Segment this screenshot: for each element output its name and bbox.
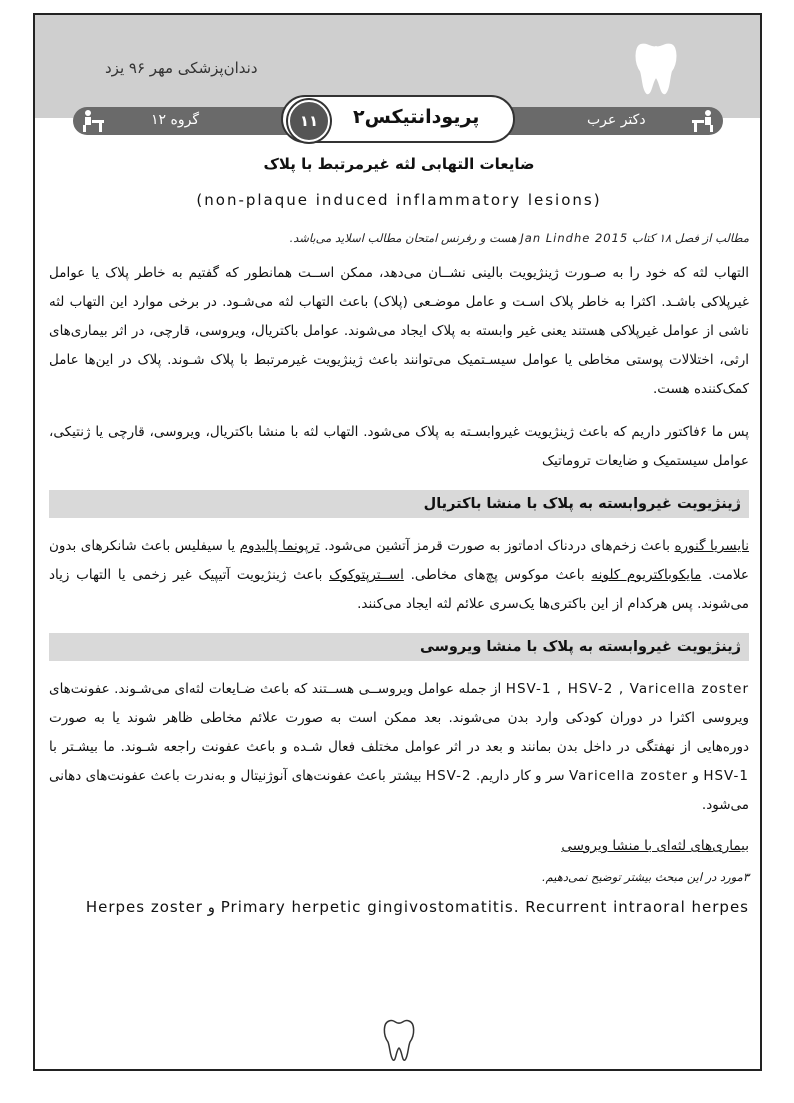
section-heading-bacterial: ژینژیویت غیروابسته به پلاک با منشا باکتریال — [49, 490, 749, 518]
person-desk-icon — [79, 108, 105, 134]
reference-note: مطالب از فصل ۱۸ کتاب Jan Lindhe 2015 هست و رفرنس امتحان مطالب اسلاید می‌باشد. — [289, 231, 749, 245]
page-number-badge: ۱۱ — [288, 100, 330, 142]
factors-paragraph: پس ما ۶فاکتور داریم که باعث ژینژیویت غیروابسـته به پلاک می‌شود. التهاب لثه با منشا باکتریال، ویروسی، قارچی یا ژنتیکی، عوامل سیستمیک و ضایعات تروماتیک — [49, 424, 749, 469]
virus-hsv1: HSV-1 — [703, 768, 749, 784]
page-frame — [33, 13, 762, 1071]
term-mycobacterium: مایکوباکتریوم کلونه — [591, 567, 702, 583]
term-neisseria: نایسریا گنوره — [674, 538, 749, 554]
disease-primary-herpetic: Primary herpetic gingivostomatitis — [220, 898, 514, 916]
virus-hsv2: HSV-2 — [425, 768, 472, 784]
tooth-footer-icon — [381, 1017, 417, 1063]
viral-paragraph: HSV-1 , HSV-2 , Varicella zoster از جمله عوامل ویروســی هســتند که باعث ضـایعات لثه‌ای می‌شـوند. عفونت‌های ویروسی اکثرا در دوران کودکی وارد بدن می‌شوند. بعد ممکن است به صورت علائم مخاطی ظاهر شوند یا به صورت دوره‌هایی از نهفتگی در داخل بدن بمانند و بعد در اثر عوامل مختلف فعال شـده و باعث عفونت راجعه شـوند. ما بیشـتر با HSV-1 و Varicella zoster سر و کار داریم. HSV-2 بیشتر باعث عفونت‌های آنوژنیتال و به‌ندرت باعث عفونت‌های دهانی می‌شود. — [49, 681, 749, 813]
intro-paragraph: التهاب لثه که خود را به صـورت ژینژیویت بالینی نشــان می‌دهد، ممکن اســت همانطور که گفتیم به خاطر پلاک یا عوامل غیرپلاکی باشـد. اکثرا به خاطر پلاک اسـت و عامل موضـعی (پلاک) باعث التهاب لثه می‌شـود. در برخی موارد این التهاب لثه ناشی از عوامل غیرپلاکی هستند یعنی غیر وابسته به پلاک ایجاد می‌شوند. عوامل باکتریال، ویروسی، قارچی، در اثر بیماری‌های ارثی، اختلالات پوستی مخاطی یا عوامل سیسـتمیک می‌توانند باعث ژینژیویت غیرمرتبط با پلاک شـوند. پلاک در این‌ها عامل کمک‌کننده هست. — [49, 265, 749, 397]
section-heading-viral: ژینژیویت غیروابسته به پلاک با منشا ویروسی — [49, 633, 749, 661]
book-reference: Jan Lindhe 2015 — [520, 231, 629, 245]
group-label: گروه ۱۲ — [151, 112, 199, 128]
english-title: (non-plaque induced inflammatory lesions) — [196, 191, 602, 209]
course-title: پریودانتیکس۲ — [353, 106, 480, 128]
virus-varicella: Varicella zoster — [568, 768, 689, 784]
disease-herpes-zoster: Herpes zoster — [85, 898, 203, 916]
viral-diseases-heading: بیماری‌های لثه‌ای با منشا ویروسی — [561, 838, 749, 854]
term-streptococcus: اســترپتوکوک — [329, 567, 404, 583]
disease-recurrent-herpes: Recurrent intraoral herpes — [525, 898, 749, 916]
viral-diseases-list: Primary herpetic gingivostomatitis. Recurrent intraoral herpes و Herpes zoster — [85, 898, 749, 916]
bacterial-paragraph: نایسریا گنوره باعث زخم‌های دردناک ادماتوز به صورت قرمز آتشین می‌شود. ترپونما پالیدوم یا سیفلیس باعث شانکرهای بدون علامت. مایکوباکتریوم کلونه باعث موکوس پچ‌های مخاطی. اســترپتوکوک باعث ژینژیویت آتیپیک غیر زخمی یا التهاب زیاد می‌شوند. پس هرکدام از این باکتری‌ها یک‌سری علائم لثه ایجاد می‌کنند. — [49, 538, 749, 612]
teacher-label: دکتر عرب — [587, 112, 646, 128]
viral-diseases-note: ۳مورد در این مبحث بیشتر توضیح نمی‌دهیم. — [541, 870, 749, 884]
school-label: دندان‌پزشکی مهر ۹۶ یزد — [105, 59, 258, 77]
page-title: ضایعات التهابی لثه غیرمرتبط با پلاک — [263, 155, 535, 173]
virus-list: HSV-1 , HSV-2 , Varicella zoster — [505, 681, 749, 697]
content-body — [49, 155, 749, 916]
term-treponema: ترپونما پالیدوم — [239, 538, 320, 554]
tooth-logo-icon — [631, 37, 681, 97]
person-desk-icon — [691, 108, 717, 134]
